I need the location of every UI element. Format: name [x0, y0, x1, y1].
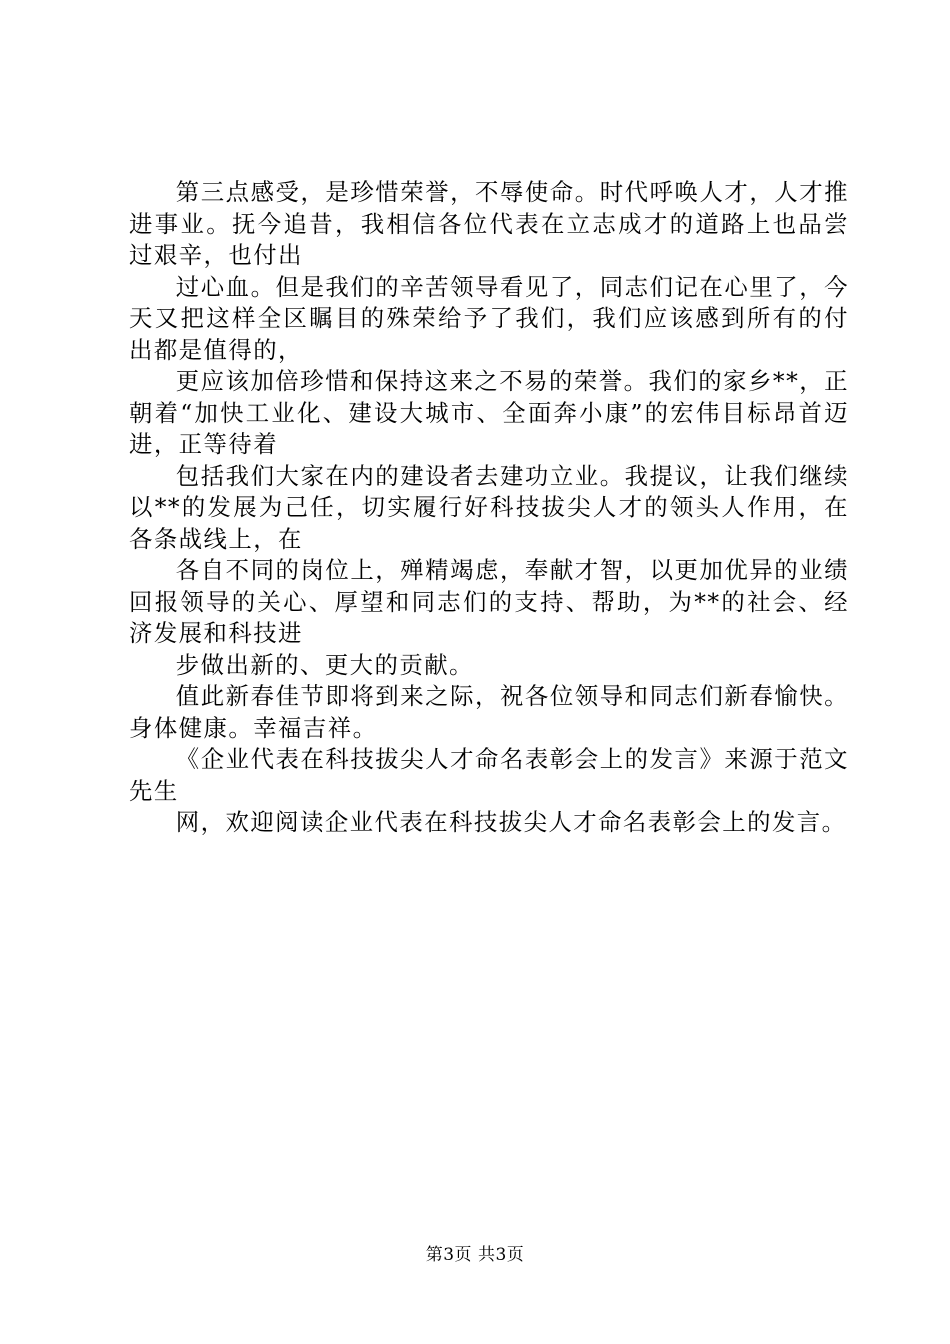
paragraph: 过心血。但是我们的辛苦领导看见了，同志们记在心里了，今天又把这样全区瞩目的殊荣给予了我们，我们应该感到所有的付出都是值得的，: [129, 272, 849, 364]
paragraph: 第三点感受，是珍惜荣誉，不辱使命。时代呼唤人才，人才推进事业。抚今追昔，我相信各位代表在立志成才的道路上也品尝过艰辛，也付出: [129, 178, 849, 269]
paragraph: 各自不同的岗位上，殚精竭虑，奉献才智，以更加优异的业绩回报领导的关心、厚望和同志们的支持、帮助，为**的社会、经济发展和科技进: [129, 556, 849, 647]
page-number-label: 第3页 共3页: [425, 1245, 525, 1265]
document-body: [129, 177, 849, 839]
paragraph: 步做出新的、更大的贡献。: [175, 650, 474, 679]
paragraph: 包括我们大家在内的建设者去建功立业。我提议，让我们继续以**的发展为己任，切实履行好科技拔尖人才的领头人作用，在各条战线上，在: [129, 461, 849, 553]
paragraph: 更应该加倍珍惜和保持这来之不易的荣誉。我们的家乡**，正朝着“加快工业化、建设大城市、全面奔小康”的宏伟目标昂首迈进，正等待着: [129, 367, 849, 458]
page-footer: [0, 1244, 950, 1266]
paragraph: 网，欢迎阅读企业代表在科技拔尖人才命名表彰会上的发言。: [175, 808, 847, 836]
paragraph: 值此新春佳节即将到来之际，祝各位领导和同志们新春愉快。身体健康。幸福吉祥。: [129, 682, 849, 742]
paragraph: 《企业代表在科技拔尖人才命名表彰会上的发言》来源于范文先生: [129, 745, 849, 805]
